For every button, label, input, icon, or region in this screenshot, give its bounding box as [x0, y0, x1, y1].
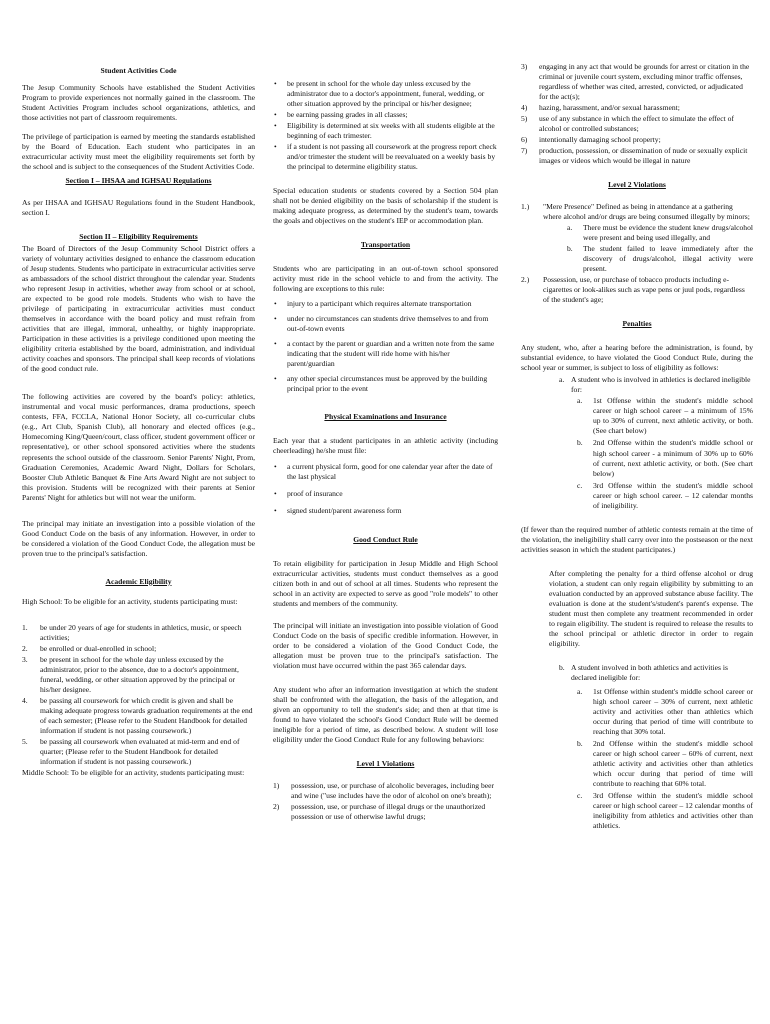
privilege-paragraph: The privilege of participation is earned by meeting the standards established by the Board of Education. Each student who participates in an extracurricular activity must meet the eligibility requirements set forth by the school and is subject to the consequences of the Student Activities Code.	[22, 132, 255, 172]
investigation-paragraph: The principal may initiate an investigation into a possible violation of the Good Conduct Code on the basis of any information. However, in order to be considered a violation of the Good Conduct Code, the allegation must be proven true to the principal's satisfaction.	[22, 518, 255, 558]
penalty-both-3: c. 3rd Offense within the student's middle school career or high school career – 12 calendar months of ineligibility from athletics and activities other than athletics.	[577, 790, 753, 830]
list-item: • be earning passing grades in all classes;	[273, 110, 498, 120]
level1-list	[273, 781, 498, 822]
list-item: • if a student is not passing all coursework at the progress report check and/or trimester the student will be reevaluated on a weekly basis by the principal to determine eligibility status.	[273, 142, 498, 172]
list-item: 1. be under 20 years of age for students in athletics, music, or speech activities;	[22, 622, 242, 642]
academic-heading: Academic Eligibility	[105, 576, 172, 586]
good-conduct-heading: Good Conduct Rule	[353, 534, 418, 544]
list-item: 5) use of any substance in which the effect to simulate the effect of alcohol or controlled substances;	[521, 114, 734, 134]
transportation-text: Students who are participating in an out-of-town school sponsored activity must ride in the school vehicle to and from the activity. The following are exceptions to this rule:	[273, 264, 498, 294]
physical-heading: Physical Examinations and Insurance	[324, 412, 447, 422]
physical-bullets	[273, 462, 498, 516]
level2-list-2	[521, 275, 753, 305]
level1-heading: Level 1 Violations	[356, 758, 415, 768]
transportation-bullets	[273, 299, 498, 394]
transportation-heading: Transportation	[360, 240, 411, 250]
penalty-both: b. A student involved in both athletics and activities is declared ineligible for:	[559, 662, 728, 682]
penalties-heading: Penalties	[622, 319, 652, 329]
fewer-than-note: (If fewer than the required number of athletic contests remain at the time of the violation, the ineligibility shall carry over into the postseason or the next activities season in which the student participates.)	[521, 524, 753, 554]
physical-text: Each year that a student participates in an athletic activity (including cheerleading) he/she must file:	[273, 436, 498, 456]
list-item: 5. be passing all coursework when evaluated at mid-term and end of quarter; (Please refer to the Student Handbook for detailed information if student is not passing coursework.)	[22, 736, 240, 766]
list-item: • signed student/parent awareness form	[273, 506, 498, 516]
penalty-offense-3: c. 3rd Offense within the student's middle school career or high school career. – 12 calendar months of ineligibility.	[577, 480, 753, 510]
list-item: 7) production, possession, or dissemination of nude or sexually explicit images or videos which would be illegal in nature	[521, 146, 748, 166]
penalty-offense-2: b. 2nd Offense within the student's middle school or high school career - a minimum of 30% up to 60% of current, next athletic activity, or both. (See chart below)	[577, 438, 753, 478]
column-left	[22, 62, 255, 778]
middle-school-line: Middle School: To be eligible for an activity, students participating must:	[22, 767, 245, 777]
list-item: 4) hazing, harassment, and/or sexual harassment;	[521, 103, 680, 113]
good-conduct-text-3: Any student who after an information investigation at which the student shall be confronted with the allegation, the basis of the allegation, and given an opportunity to tell the student's side; and then at that time is found to have violated the school's Good Conduct Rule will be deemed ineligible for a period of time, as described below. A student will lose eligibility under the Good Conduct Rule for any following behaviors:	[273, 684, 498, 744]
column-middle	[273, 79, 498, 823]
activities-paragraph: The following activities are covered by the board's policy: athletics, instrumental and vocal music performances, drama productions, speech contests, FFA, FCCLA, National Honor Society, all co-curricular clubs (e.g., Art Club, Spanish Club), all honorary and elected offices (e.g., Homecoming King/Queen/court, class officer, student government officer or representative), or other school sponsored activities where the students represents the school outside of the classroom. Senior Parents' Night, Prom, Graduation Ceremonies, Academic Award Night, Dollars for Scholars, Booster Club Athletic Banquet & Fine Arts Award Night are not subject to this provision. Students will be recognized with their parents at Senior Parents' Night for athletics but will not wear the uniform.	[22, 392, 255, 502]
level2-list	[521, 202, 753, 222]
penalty-both-2: b. 2nd Offense within the student's middle school career or high school career – 60% of current, next athletic activity and activities other than athletics which occur during that period of time will contribute to reaching that 60% total.	[577, 738, 753, 788]
list-item: 2) possession, use, or purchase of illegal drugs or the unauthorized possession or use of otherwise lawful drugs;	[273, 801, 486, 821]
level2-sub-a: a. There must be evidence the student knew drugs/alcohol were present and being used illegally, and	[567, 223, 753, 243]
list-item: • under no circumstances can students drive themselves to and from out-of-town events	[273, 314, 498, 334]
list-item: 6) intentionally damaging school property;	[521, 135, 661, 145]
level2-heading: Level 2 Violations	[608, 180, 666, 190]
list-item: 3) engaging in any act that would be grounds for arrest or citation in the criminal or juvenile court system, excluding minor traffic offenses, regardless of whether was cited, arrested, convicted, or adjudicated for the act(s);	[521, 62, 750, 102]
eligibility-list	[22, 623, 255, 767]
section2-heading: Section II – Eligibility Requirements	[79, 232, 198, 242]
penalty-offense-1: a. 1st Offense within the student's middle school career or high school career – a minimum of 15% up to 30% of current, next athletic activity, or both. (See chart below)	[577, 396, 753, 436]
doc-title: Student Activities Code	[100, 66, 177, 75]
section2-text: The Board of Directors of the Jesup Community School District offers a variety of voluntary activities designed to enhance the classroom education of Jesup students. Students who participate in extracurricular activities serve as ambassadors of the school district throughout the calendar year. Students who represent Jesup in activities, whether away from school or at school, are expected to be good role models. Students who wish to have the privilege of participating in extracurricular activities must conduct themselves in accordance with the board policy and must refrain from activities that are illegal, immoral, unhealthy, or highly inappropriate. Participation in these activities is a privilege conditioned upon meeting the eligibility criteria established by the board, administration, and individual activity coaches and sponsors. The principal shall keep records of violations of the good conduct rule.	[22, 244, 255, 374]
list-item: 1.) "Mere Presence" Defined as being in attendance at a gathering where alcohol and/or drugs are being consumed illegally by minors;	[521, 202, 750, 222]
list-item: 4. be passing all coursework for which credit is given and shall be making adequate progress towards graduation requirements at the end of each semester; (Please refer to the Student Handbook for detailed information if student is not passing coursework.)	[22, 695, 253, 735]
column-right	[521, 62, 753, 833]
list-item: 3. be present in school for the whole day unless excused by the administrator, prior to the absence, due to a doctor's appointment, funeral, wedding, or other situation approved by the principal or his/her designee.	[22, 654, 239, 694]
section1-text: As per IHSAA and IGHSAU Regulations found in the Student Handbook, section I.	[22, 198, 255, 218]
list-item: 2.) Possession, use, or purchase of tobacco products including e-cigarettes or look-alikes such as vape pens or juul pods, regardless of the student's age;	[521, 275, 745, 305]
list-item: 2. be enrolled or dual-enrolled in school;	[22, 643, 157, 653]
list-item: • a contact by the parent or guardian and a written note from the same indicating that the student will ride home with his/her parent/guardian	[273, 339, 498, 369]
penalty-both-1: a. 1st Offense within student's middle school career or high school career – 30% of current, next athletic activity and activities other than athletics which occur during that period of time will contribute to reaching that 30% total.	[577, 686, 753, 736]
ms-bullets	[273, 79, 498, 172]
list-item: • any other special circumstances must be approved by the building principal prior to the event	[273, 374, 498, 394]
list-item: • injury to a participant which requires alternate transportation	[273, 299, 498, 309]
section1-heading: Section I – IHSAA and IGHSAU Regulations	[65, 176, 212, 186]
list-item: 1) possession, use, or purchase of alcoholic beverages, including beer and wine ("use includes have the odor of alcohol on one's breath);	[273, 780, 495, 800]
list-item: • proof of insurance	[273, 489, 498, 499]
list-item: • Eligibility is determined at six weeks with all students eligible at the beginning of each trimester.	[273, 121, 498, 141]
after-completing-paragraph: After completing the penalty for a third offense alcohol or drug violation, a student can only regain eligibility by submitting to an evaluation conducted by an approved substance abuse facility. The evaluation is done at the student's/student's parent's expense. The student must then complete any treatment recommended in order to regain eligibility. The student is required to release the results to the school principal or athletic director in order to regain eligibility.	[549, 568, 753, 648]
penalties-text: Any student, who, after a hearing before the administration, is found, by substantial evidence, to have violated the Good Conduct Rule, during the school year or summer, is subject to loss of eligibility as follows:	[521, 343, 753, 373]
list-item: • be present in school for the whole day unless excused by the administrator due to a doctor's appointment, funeral, wedding, or other situation approved by the principal or his/her designee;	[273, 79, 498, 109]
good-conduct-text-1: To retain eligibility for participation in Jesup Middle and High School extracurricular activities, students must conduct themselves as a good citizen both in and out of school at all times. Students who represent the school in an activity are expected to serve as good "role models" to other students and members of the community.	[273, 558, 498, 608]
list-item: • a current physical form, good for one calendar year after the date of the last physical	[273, 462, 498, 482]
special-ed-paragraph: Special education students or students covered by a Section 504 plan shall not be denied eligibility on the basis of scholarship if the student is making adequate progress, as determined by the student's team, towards the goals and objectives on the student's IEP or accommodation plan.	[273, 186, 498, 226]
level1-list-continued	[521, 62, 753, 166]
good-conduct-text-2: The principal will initiate an investigation into possible violation of Good Conduct Code on the basis of specific credible information. However, in order to be considered a violation of the Good Conduct Code, the allegation must be proven true to the principal's satisfaction. The violation must have occurred within the past 365 calendar days.	[273, 620, 498, 670]
high-school-line: High School: To be eligible for an activity, students participating must:	[22, 596, 238, 606]
penalty-athletics: a. A student who is involved in athletics is declared ineligible for:	[559, 375, 751, 395]
intro-paragraph: The Jesup Community Schools have established the Student Activities Program to provide experiences not normally gained in the classroom. The Student Activities Program includes school organizations, athletics, and those activities not part of classroom requirements.	[22, 83, 255, 123]
level2-sub-b: b. The student failed to leave immediately after the discovery of drugs/alcohol, illegal activity were present.	[567, 244, 753, 274]
